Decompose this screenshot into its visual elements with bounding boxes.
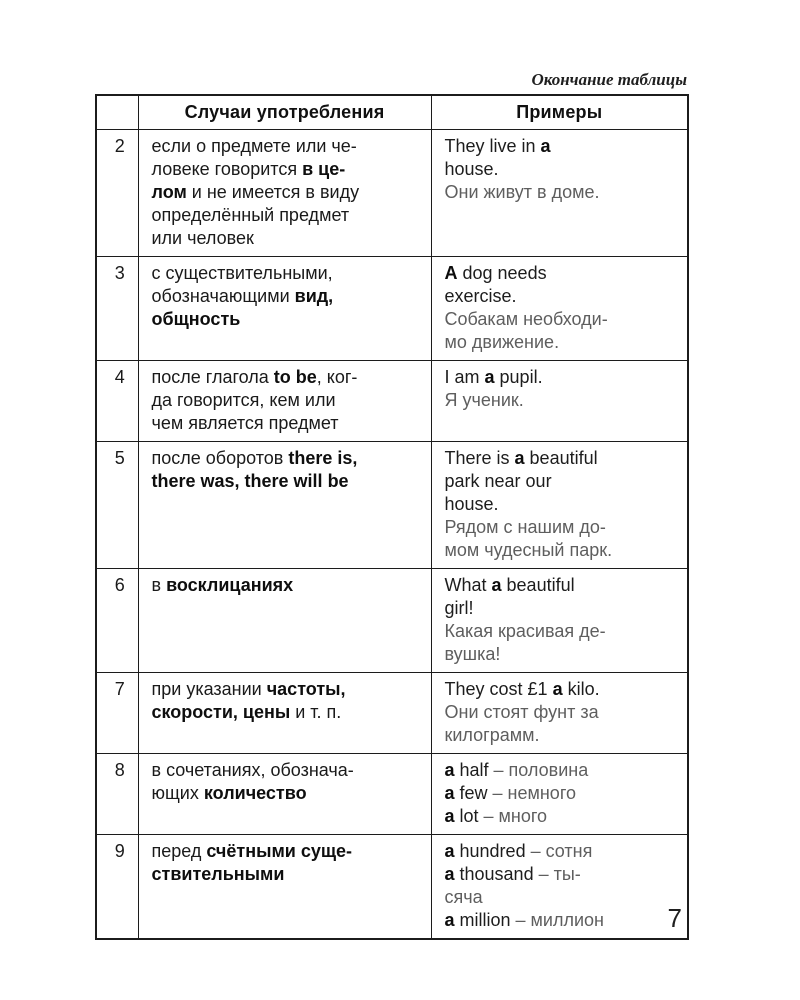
text-line: мо движение. [444,332,560,352]
row-number-cell: 6 [96,569,138,673]
text-line: exercise. [444,286,517,306]
table-row [96,257,688,361]
row-number-cell: 3 [96,257,138,361]
examples-cell [431,257,688,361]
text-line: Собакам необходи- [444,309,608,329]
examples-cell [431,673,688,754]
text-line: ющих количество [151,783,307,803]
table-row [96,673,688,754]
text-line: с существительными, [151,263,333,283]
text-line: после глагола to be, ког- [151,367,358,387]
usage-cell [138,835,431,940]
table-row [96,835,688,940]
text-line: a few – немного [444,783,577,803]
row-number-cell: 2 [96,130,138,257]
usage-cell [138,361,431,442]
text-line: сяча [444,887,483,907]
row-number-cell: 5 [96,442,138,569]
table-row [96,361,688,442]
table-body [96,130,688,940]
text-line: Я ученик. [444,390,524,410]
table-row [96,569,688,673]
text-line: мом чудесный парк. [444,540,613,560]
examples-cell [431,361,688,442]
text-line: обозначающими вид, [151,286,334,306]
text-line: Они живут в доме. [444,182,600,202]
article-usage-table [95,94,689,940]
usage-cell [138,569,431,673]
text-line: чем является предмет [151,413,339,433]
text-line: при указании частоты, [151,679,346,699]
row-number-cell: 7 [96,673,138,754]
text-line: a half – половина [444,760,589,780]
row-number-cell: 4 [96,361,138,442]
text-line: определённый предмет [151,205,350,225]
examples-cell [431,754,688,835]
table-row [96,130,688,257]
text-line: если о предмете или че- [151,136,357,156]
text-line: house. [444,494,499,514]
text-line: a hundred – сотня [444,841,593,861]
text-line: скорости, цены и т. п. [151,702,342,722]
text-line: They live in a [444,136,551,156]
text-line: I am a pupil. [444,367,543,387]
text-line: Какая красивая де- [444,621,606,641]
header-examples: Примеры [431,95,688,130]
text-line: house. [444,159,499,179]
text-line: What a beautiful [444,575,575,595]
header-corner-cell [96,95,138,130]
text-line: после оборотов there is, [151,448,358,468]
usage-cell [138,673,431,754]
text-line: килограмм. [444,725,540,745]
examples-cell [431,130,688,257]
text-line: girl! [444,598,474,618]
text-line: лом и не имеется в виду [151,182,360,202]
table-row [96,442,688,569]
text-line: перед счётными суще- [151,841,353,861]
page-number: 7 [667,903,682,933]
text-line: да говорится, кем или [151,390,336,410]
text-line: a lot – много [444,806,548,826]
text-line: ствительными [151,864,285,884]
text-line: ловеке говорится в це- [151,159,346,179]
text-line: They cost £1 a kilo. [444,679,600,699]
text-line: A dog needs [444,263,547,283]
text-line: park near our [444,471,552,491]
text-line: вушка! [444,644,501,664]
examples-cell [431,569,688,673]
text-line: в восклицаниях [151,575,294,595]
header-usage: Случаи употребления [138,95,431,130]
text-line: Они стоят фунт за [444,702,599,722]
text-line: или человек [151,228,254,248]
header-row [96,95,688,130]
text-line: Рядом с нашим до- [444,517,606,537]
text-line: общность [151,309,241,329]
row-number-cell: 9 [96,835,138,940]
usage-cell [138,442,431,569]
usage-cell [138,257,431,361]
text-line: There is a beautiful [444,448,598,468]
row-number-cell: 8 [96,754,138,835]
text-line: в сочетаниях, обознача- [151,760,354,780]
text-line: there was, there will be [151,471,349,491]
examples-cell [431,835,688,940]
usage-cell [138,754,431,835]
text-line: a million – миллион [444,910,604,930]
text-line: a thousand – ты- [444,864,581,884]
table-row [96,754,688,835]
usage-cell [138,130,431,257]
examples-cell [431,442,688,569]
table-continuation-note: Окончание таблицы [531,70,687,89]
